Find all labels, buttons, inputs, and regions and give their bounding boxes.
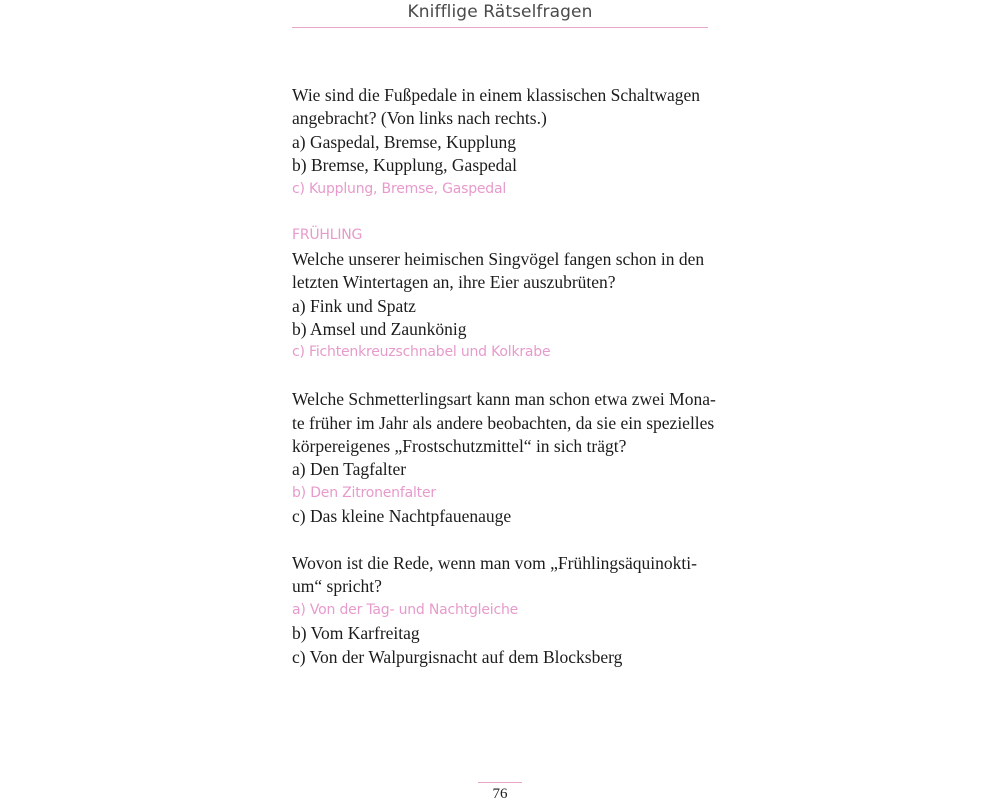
correct-answer: c) Kupplung, Bremse, Gaspedal — [292, 180, 507, 197]
question-block — [292, 84, 708, 201]
page-content — [292, 84, 716, 669]
question-line: angebracht? (Von links nach rechts.) — [292, 108, 547, 129]
answer-option: c) Das kleine Nachtpfauenauge — [292, 506, 512, 527]
correct-answer: c) Fichtenkreuzschnabel und Kolkrabe — [292, 344, 551, 361]
answer-option: a) Den Tagfalter — [292, 459, 407, 480]
question-line: Welche Schmetterlingsart kann man schon etwa zwei Mona- — [292, 389, 716, 410]
question-line: te früher im Jahr als andere beobachten, da sie ein spezielles — [292, 412, 715, 433]
correct-answer: a) Von der Tag- und Nachtgleiche — [292, 601, 519, 618]
answer-option: b) Amsel und Zaunkönig — [292, 319, 467, 340]
footer-divider — [478, 782, 522, 783]
page-number: 76 — [492, 786, 508, 802]
question-block — [292, 552, 708, 669]
question-text — [292, 84, 708, 131]
answer-option: c) Von der Walpurgisnacht auf dem Blocksberg — [292, 646, 623, 667]
question-line: körpereigenes „Frostschutzmittel“ in sich trägt? — [292, 436, 627, 457]
question-line: Wie sind die Fußpedale in einem klassischen Schaltwagen — [292, 85, 701, 105]
question-block — [292, 224, 708, 364]
answer-option: a) Fink und Spatz — [292, 295, 416, 316]
question-line: Welche unserer heimischen Singvögel fangen schon in den — [292, 248, 705, 269]
question-text — [292, 248, 708, 295]
question-text — [292, 388, 716, 458]
section-heading: FRÜHLING — [292, 227, 363, 244]
running-header — [292, 0, 708, 28]
question-line: letzten Wintertagen an, ihre Eier auszubrüten? — [292, 272, 616, 293]
question-block — [292, 388, 716, 528]
question-line: um“ spricht? — [292, 576, 382, 597]
correct-answer: b) Den Zitronenfalter — [292, 484, 436, 501]
question-text — [292, 552, 708, 599]
question-line: Wovon ist die Rede, wenn man vom „Frühlingsäquinokti- — [292, 553, 697, 574]
answer-option: b) Vom Karfreitag — [292, 623, 420, 644]
answer-option: a) Gaspedal, Bremse, Kupplung — [292, 131, 517, 152]
page-title: Knifflige Rätselfragen — [407, 2, 593, 22]
answer-option: b) Bremse, Kupplung, Gaspedal — [292, 155, 518, 176]
